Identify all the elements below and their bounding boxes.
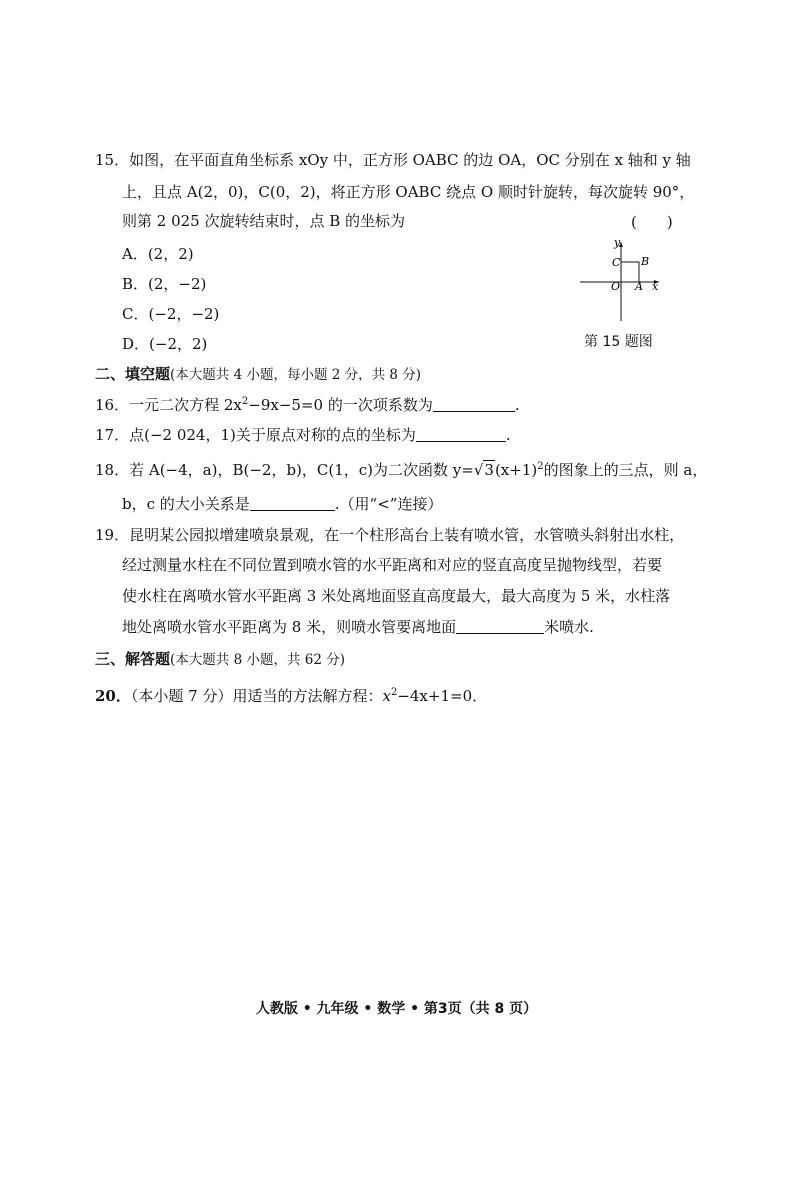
q20-eq-a: x [382,687,391,705]
label-x: x [652,280,659,293]
q19-blank[interactable] [456,619,544,634]
q18-line2-text: b，c 的大小关系是 [122,495,250,513]
label-y: y [614,236,621,249]
q18-blank[interactable] [250,496,335,511]
q16 [95,395,520,415]
q19-line1 [95,525,684,545]
section-3-header [95,649,345,670]
q16-text-b: −9x−5=0 的一次项系数为 [248,396,433,414]
q18-line2 [122,494,442,514]
q19-line4 [122,617,594,637]
q15-figure [574,236,669,326]
q20-number: 20． [95,687,131,705]
q16-text-a: 一元二次方程 2x [129,396,242,414]
section-3-title: 三、解答题 [95,650,171,668]
q18-sqrt: √3 [473,461,494,479]
q18-exponent: 2 [537,461,544,472]
q15-option-d: D．(−2，2) [122,335,208,353]
label-o: O [611,280,621,293]
q18-text-b: (x+1) [494,461,538,479]
q15-line1 [95,150,691,170]
q19-line2: 经过测量水柱在不同位置到喷水管的水平距离和对应的竖直高度呈抛物线型，若要 [122,556,663,574]
section-2-note: (本大题共 4 小题，每小题 2 分，共 8 分) [170,367,422,383]
section-3-note: (本大题共 8 小题，共 62 分) [170,652,345,668]
q18-line1 [95,460,707,480]
q19-text-line1: 昆明某公园拟增建喷泉景观，在一个柱形高台上装有喷水管，水管喷头斜射出水柱， [129,526,685,544]
square-oabc [621,262,639,282]
q15-option-c: C．(−2，−2) [122,305,220,323]
q15-text-line1: 如图，在平面直角坐标系 xOy 中，正方形 OABC 的边 OA，OC 分别在 x 轴和 y 轴 [129,151,691,169]
label-b: B [641,255,650,268]
q20-eq-b: −4x+1=0． [397,687,488,705]
q17-text: 点(−2 024，1)关于原点对称的点的坐标为 [129,426,416,444]
label-c: C [612,256,621,269]
q18-text-a: 若 A(−4，a)，B(−2，b)，C(1，c)为二次函数 y= [129,461,474,479]
q15-number: 15． [95,151,130,169]
q17 [95,425,511,445]
q18-number: 18． [95,461,130,479]
q20-exponent: 2 [390,687,398,698]
q15-line3: 则第 2 025 次旋转结束时，点 B 的坐标为 [122,212,406,230]
q15-line2: 上，且点 A(2，0)，C(0，2)，将正方形 OABC 绕点 O 顺时针旋转，每次旋转 90°， [122,183,695,201]
q17-number: 17． [95,426,130,444]
q16-end: . [514,396,520,414]
q18-sqrt-value: 3 [484,461,494,479]
q17-blank[interactable] [416,427,506,442]
q15-option-a: A．(2，2) [122,245,194,263]
section-2-header [95,364,421,385]
q16-number: 16． [95,396,130,414]
figure-caption: 第 15 题图 [584,334,653,350]
q20-text: （本小题 7 分）用适当的方法解方程： [130,687,383,705]
q15-option-b: B．(2，−2) [122,275,207,293]
q16-blank[interactable] [433,397,515,412]
q19-line4-text: 地处离喷水管水平距离为 8 米，则喷水管要离地面 [122,618,457,636]
section-2-title: 二、填空题 [95,365,171,383]
page-footer: 人教版 • 九年级 • 数学 • 第3页（共 8 页） [255,1001,538,1017]
q17-end: . [505,426,511,444]
q18-line2-end: .（用“<”连接） [334,495,443,513]
answer-paren: ( ) [631,213,673,231]
q19-line4-end: 米喷水. [544,618,594,636]
q19-number: 19． [95,526,130,544]
q20 [95,686,487,706]
q18-text-c: 的图象上的三点，则 a， [543,461,708,479]
q16-exponent: 2 [241,396,249,407]
label-a: A [635,280,643,293]
q19-line3: 使水柱在离喷水管水平距离 3 米处离地面竖直高度最大，最大高度为 5 米，水柱落 [122,587,671,605]
